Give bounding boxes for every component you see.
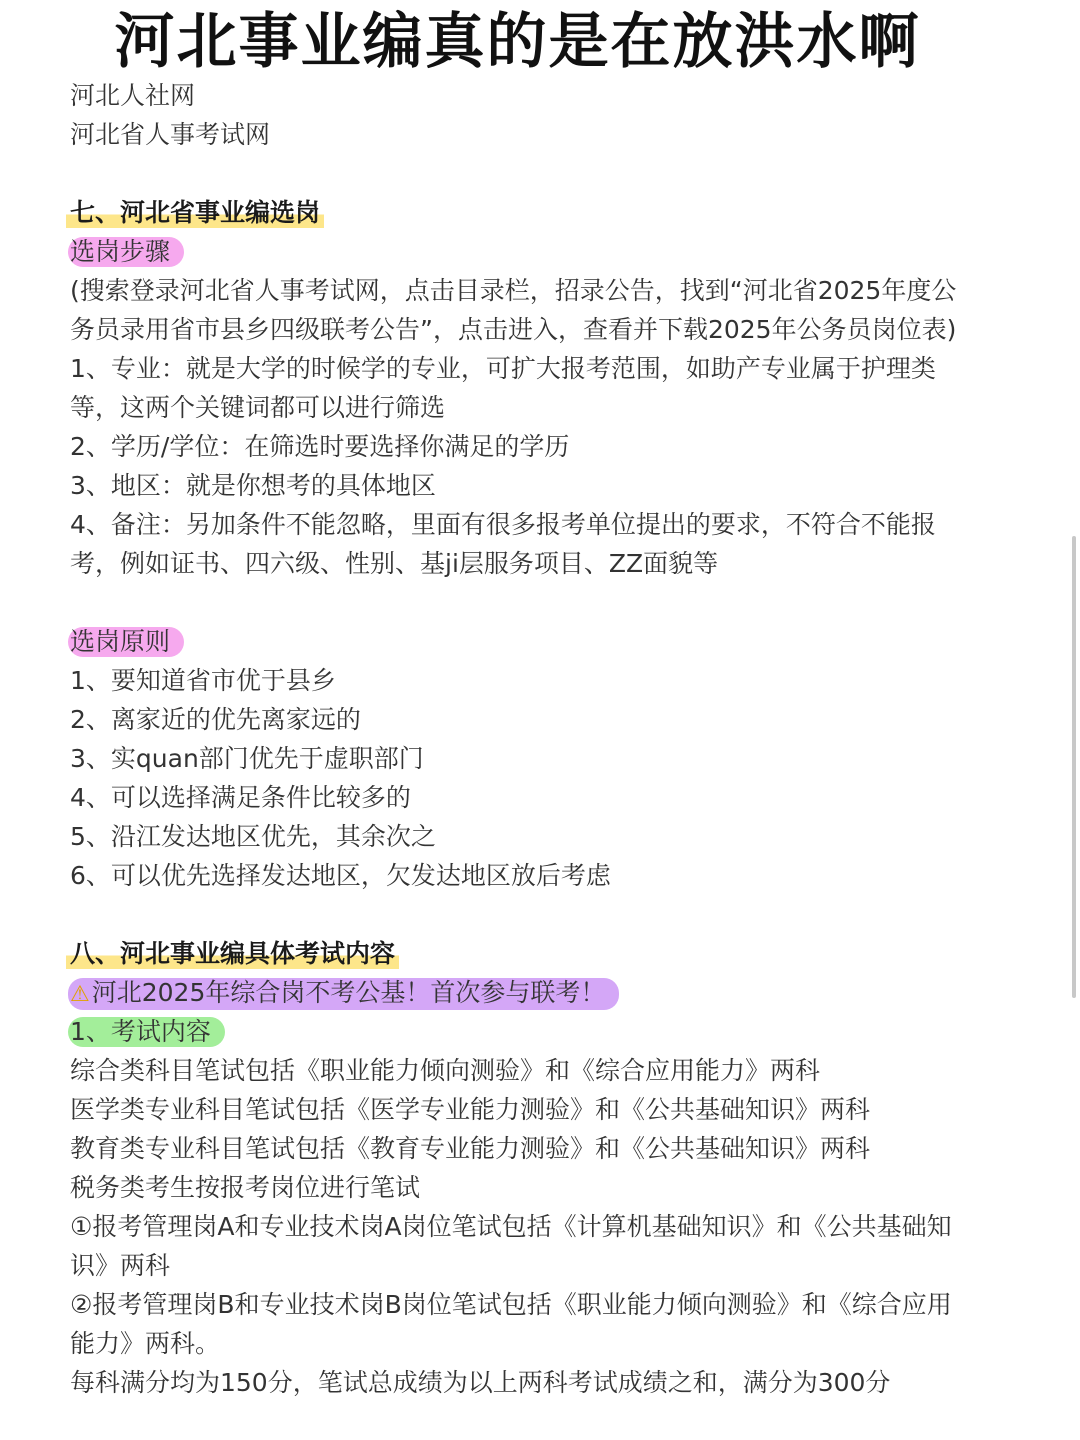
step-line: (搜索登录河北省人事考试网，点击目录栏，招录公告，找到“河北省2025年度公: [70, 276, 957, 305]
intro-line: 河北省人事考试网: [70, 120, 271, 149]
spacer: [70, 895, 1015, 934]
exam-line: ②报考管理岗B和专业技术岗B岗位笔试包括《职业能力倾向测验》和《综合应用: [70, 1290, 952, 1319]
section-7-heading: 七、河北省事业编选岗: [66, 198, 324, 228]
principle-line: 5、沿江发达地区优先，其余次之: [70, 822, 436, 851]
section-8-heading: 八、河北事业编具体考试内容: [66, 939, 399, 969]
exam-line: 每科满分均为150分，笔试总成绩为以上两科考试成绩之和，满分为300分: [70, 1368, 891, 1397]
exam-content-label: 1、考试内容: [68, 1017, 225, 1047]
warning-banner: [68, 978, 619, 1010]
step-line: 3、地区：就是你想考的具体地区: [70, 471, 436, 500]
principle-line: 2、离家近的优先离家远的: [70, 705, 361, 734]
step-line: 务员录用省市县乡四级联考公告”，点击进入，查看并下载2025年公务员岗位表): [70, 315, 957, 344]
step-line: 1、专业：就是大学的时候学的专业，可扩大报考范围，如助产专业属于护理类: [70, 354, 936, 383]
scrollbar[interactable]: [1072, 536, 1076, 998]
step-line: 考，例如证书、四六级、性别、基ji层服务项目、ZZ面貌等: [70, 549, 719, 578]
exam-line: 教育类专业科目笔试包括《教育专业能力测验》和《公共基础知识》两科: [70, 1134, 871, 1163]
page-title: 河北事业编真的是在放洪水啊: [114, 7, 921, 77]
spacer: [70, 583, 1015, 622]
spacer: [70, 154, 1015, 193]
step-line: 4、备注：另加条件不能忽略，里面有很多报考单位提出的要求，不符合不能报: [70, 510, 936, 539]
principle-line: 4、可以选择满足条件比较多的: [70, 783, 411, 812]
principle-line: 1、要知道省市优于县乡: [70, 666, 336, 695]
intro-line: 河北人社网: [70, 81, 196, 110]
step-line: 等，这两个关键词都可以进行筛选: [70, 393, 446, 422]
article-body: [70, 76, 1015, 1402]
principle-line: 6、可以优先选择发达地区，欠发达地区放后考虑: [70, 861, 611, 890]
warning-icon: ⚠: [70, 982, 90, 1007]
exam-line: 医学类专业科目笔试包括《医学专业能力测验》和《公共基础知识》两科: [70, 1095, 871, 1124]
principle-line: 3、实quan部门优先于虚职部门: [70, 744, 424, 773]
exam-line: 综合类科目笔试包括《职业能力倾向测验》和《综合应用能力》两科: [70, 1056, 821, 1085]
principles-label: 选岗原则: [68, 627, 184, 657]
warning-text: 河北2025年综合岗不考公基！首次参与联考！: [91, 978, 606, 1007]
exam-line: ①报考管理岗A和专业技术岗A岗位笔试包括《计算机基础知识》和《公共基础知: [70, 1212, 952, 1241]
steps-label: 选岗步骤: [68, 237, 184, 267]
step-line: 2、学历/学位：在筛选时要选择你满足的学历: [70, 432, 570, 461]
exam-line: 税务类考生按报考岗位进行笔试: [70, 1173, 421, 1202]
exam-line: 识》两科: [70, 1251, 171, 1280]
exam-line: 能力》两科。: [70, 1329, 221, 1358]
section-heading: [70, 193, 1015, 232]
